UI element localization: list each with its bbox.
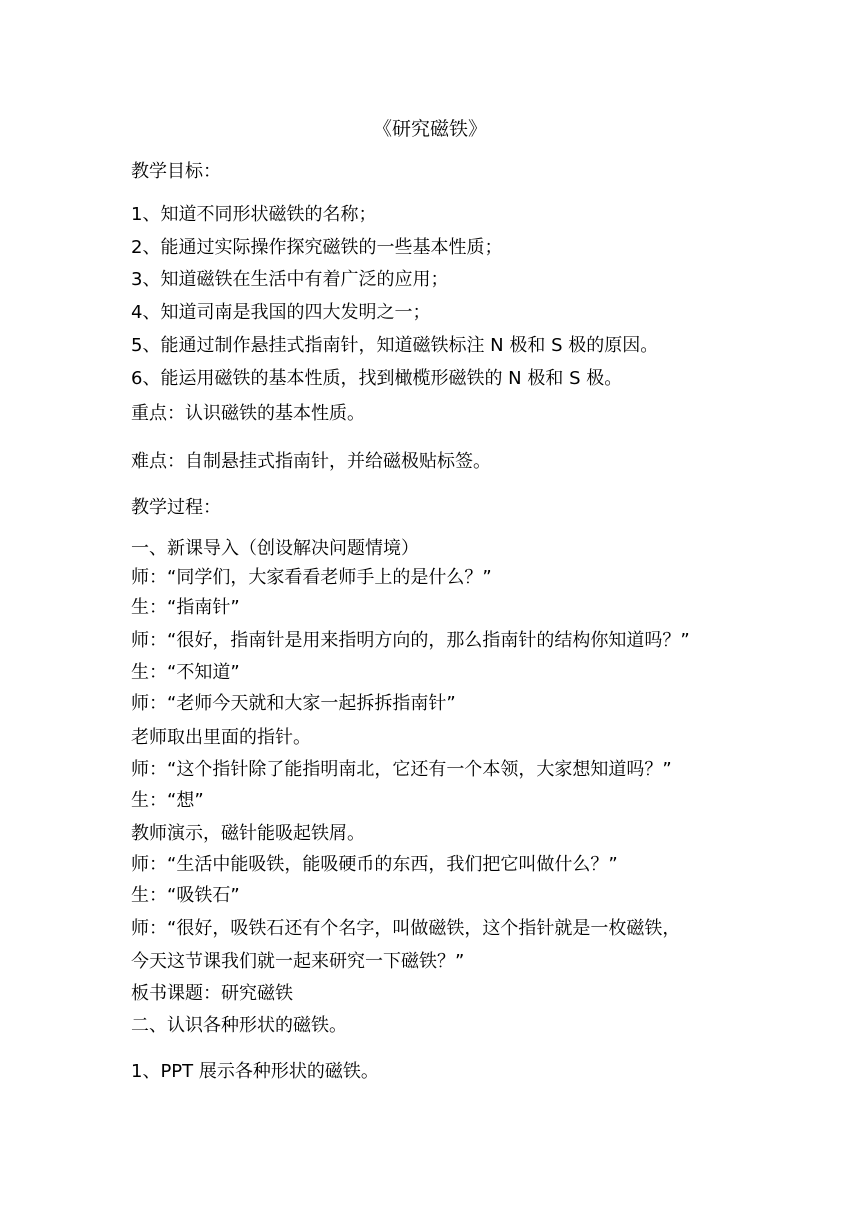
dialogue-line: 师：“很好，指南针是用来指明方向的，那么指南针的结构你知道吗？” (131, 630, 690, 651)
dialogue-line: 师：“这个指针除了能指明南北，它还有一个本领，大家想知道吗？” (131, 759, 672, 780)
objective-item: 1、知道不同形状磁铁的名称； (131, 204, 377, 225)
section-heading: 二、认识各种形状的磁铁。 (131, 1015, 347, 1036)
step-line: 1、PPT 展示各种形状的磁铁。 (131, 1061, 379, 1082)
dialogue-line: 师：“生活中能吸铁，能吸硬币的东西，我们把它叫做什么？” (131, 854, 618, 875)
narration-line: 老师取出里面的指针。 (131, 727, 311, 748)
key-point: 重点：认识磁铁的基本性质。 (131, 403, 365, 424)
objective-item: 2、能通过实际操作探究磁铁的一些基本性质； (131, 237, 503, 258)
section-heading: 一、新课导入（创设解决问题情境） (131, 538, 419, 559)
narration-line: 板书课题：研究磁铁 (131, 983, 293, 1004)
dialogue-line: 生：“不知道” (131, 662, 240, 683)
dialogue-line: 今天这节课我们就一起来研究一下磁铁？” (131, 951, 465, 972)
dialogue-line: 生：“想” (131, 790, 204, 811)
objective-item: 5、能通过制作悬挂式指南针，知道磁铁标注 N 极和 S 极的原因。 (131, 335, 659, 356)
objective-item: 6、能运用磁铁的基本性质，找到橄榄形磁铁的 N 极和 S 极。 (131, 368, 623, 389)
document-title: 《研究磁铁》 (372, 118, 487, 140)
dialogue-line: 师：“老师今天就和大家一起拆拆指南针” (131, 693, 456, 714)
dialogue-line: 师：“很好，吸铁石还有个名字，叫做磁铁，这个指针就是一枚磁铁， (131, 918, 681, 939)
objective-item: 3、知道磁铁在生活中有着广泛的应用； (131, 269, 449, 290)
process-heading: 教学过程： (131, 497, 221, 518)
narration-line: 教师演示，磁针能吸起铁屑。 (131, 823, 365, 844)
dialogue-line: 生：“吸铁石” (131, 885, 240, 906)
objectives-heading: 教学目标： (131, 161, 221, 182)
objective-item: 4、知道司南是我国的四大发明之一； (131, 302, 431, 323)
dialogue-line: 师：“同学们，大家看看老师手上的是什么？” (131, 567, 492, 588)
dialogue-line: 生：“指南针” (131, 597, 240, 618)
difficult-point: 难点：自制悬挂式指南针，并给磁极贴标签。 (131, 451, 491, 472)
